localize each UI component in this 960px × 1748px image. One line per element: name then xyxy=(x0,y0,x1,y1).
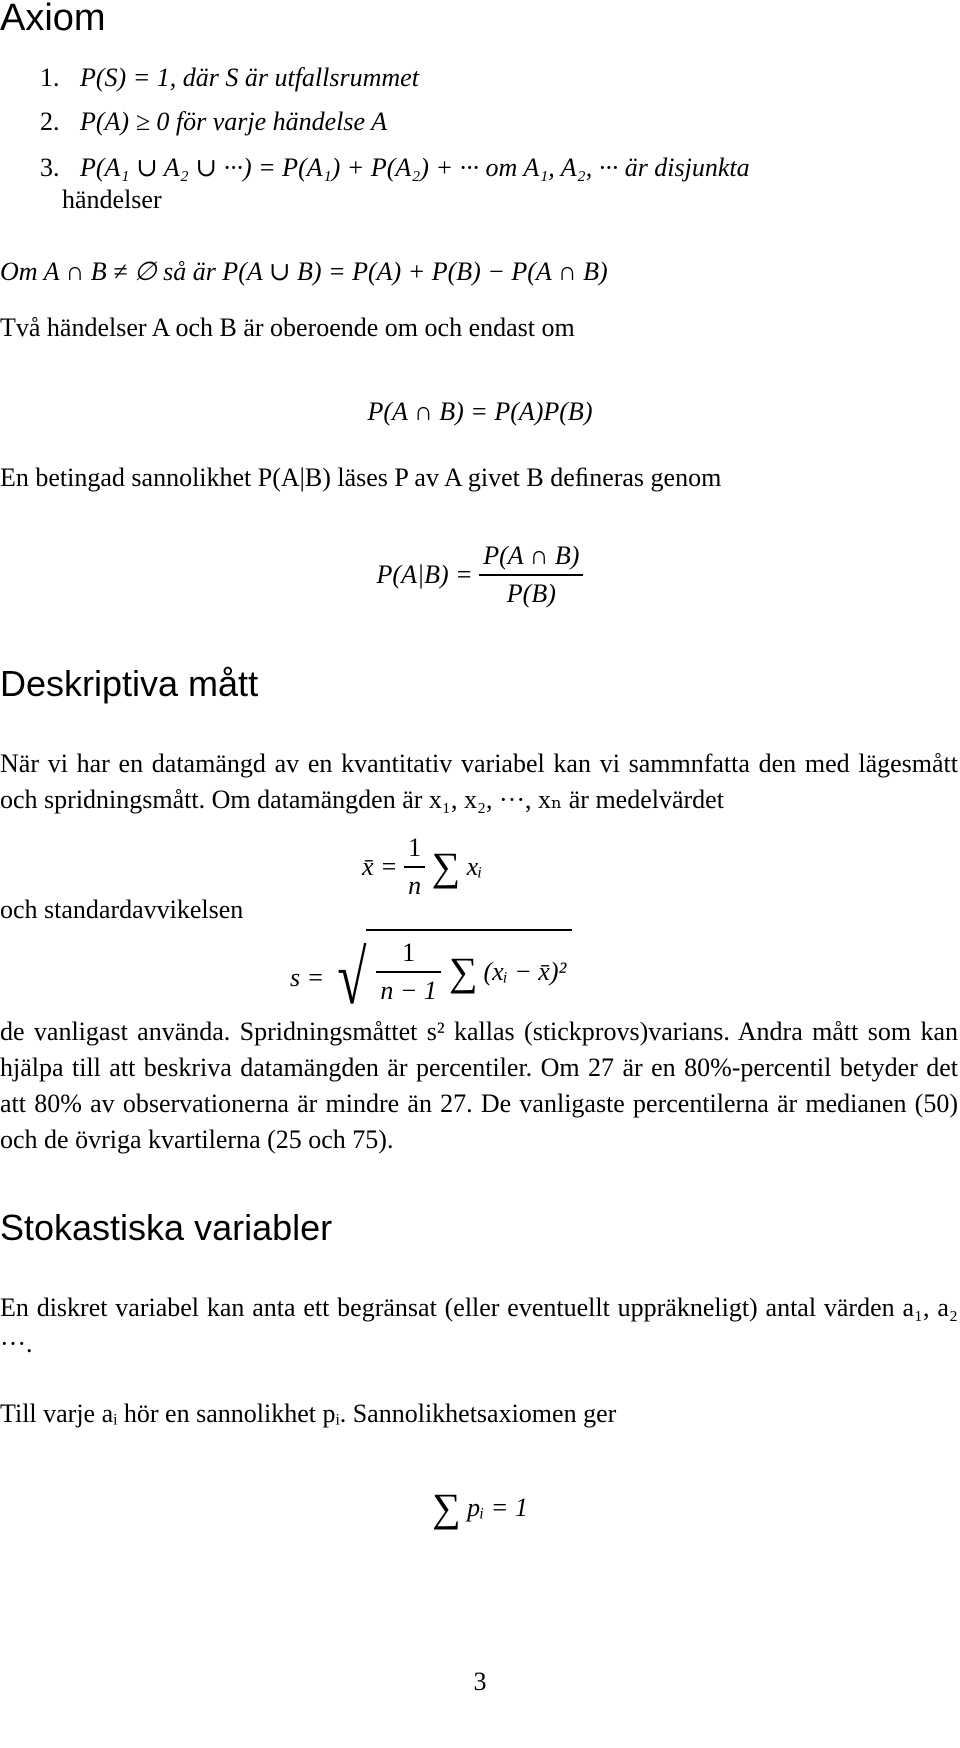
std-term: (xᵢ − x̄)² xyxy=(483,957,567,986)
mean-sum-symbol: ∑ xyxy=(431,844,461,889)
axiom-3-number: 3. xyxy=(40,153,60,182)
axiom-2 xyxy=(40,104,387,140)
axiom-2-number: 2. xyxy=(40,107,60,136)
sqrt-sign-icon: √ xyxy=(336,936,367,1020)
conditional-lhs: P(A|B) = xyxy=(376,560,473,589)
independence-formula: P(A ∩ B) = P(A)P(B) xyxy=(367,397,593,426)
conditional-formula xyxy=(0,538,960,612)
std-intro: och standardavvikelsen xyxy=(0,895,244,924)
std-fraction xyxy=(376,935,441,1009)
mean-denominator: n xyxy=(404,866,425,904)
usage-paragraph: de vanligast använda. Spridningsmåttet s² kallas (stickprovs)varians. Andra mått som kan hjälpa till att beskriva datamängden är percentiler. Om 27 är en 80%-percentil betyder det att 80% av observationerna är mindre än 27. De vanligaste percentilerna är medianen (50) och de övriga kvartilerna (25 och 75). xyxy=(0,1017,958,1154)
axiom-heading: Axiom xyxy=(0,0,106,39)
conditional-fraction xyxy=(479,538,583,612)
probability-sum-formula xyxy=(0,1485,960,1531)
std-lhs: s = xyxy=(290,963,325,992)
axiom-3 xyxy=(40,150,750,186)
std-sum-symbol: ∑ xyxy=(448,949,478,994)
mean-numerator: 1 xyxy=(408,833,422,862)
stochastic-heading: Stokastiska variabler xyxy=(0,1207,333,1248)
std-formula xyxy=(290,936,572,1020)
descriptive-heading: Deskriptiva mått xyxy=(0,663,259,704)
std-denominator: n − 1 xyxy=(376,971,441,1009)
probability-sum-term: pᵢ = 1 xyxy=(467,1493,528,1523)
descriptive-paragraph: När vi har en datamängd av en kvantitativ variabel kan vi sammnfatta den med lägesmått och spridningsmått. Om datamängden är x₁, x₂, ···, xₙ är medelvärdet xyxy=(0,749,958,814)
union-rule: Om A ∩ B ≠ ∅ så är P(A ∪ B) = P(A) + P(B) − P(A ∩ B) xyxy=(0,257,608,286)
axiom-3-text: P(A₁ ∪ A₂ ∪ ···) = P(A₁) + P(A₂) + ··· om A₁, A₂, ··· är disjunkta xyxy=(80,153,750,182)
std-numerator: 1 xyxy=(402,938,416,967)
probability-sum-symbol: ∑ xyxy=(432,1485,461,1531)
mean-formula xyxy=(362,830,482,904)
conditional-numerator: P(A ∩ B) xyxy=(483,541,580,570)
mean-fraction xyxy=(404,830,425,904)
mean-term: xᵢ xyxy=(466,852,483,881)
axiom-1-text: P(S) = 1, där S är utfallsrummet xyxy=(80,63,419,92)
axiom-1 xyxy=(40,60,419,96)
conditional-denominator: P(B) xyxy=(479,574,583,612)
axiom-1-number: 1. xyxy=(40,63,60,92)
axiom-3-continuation: händelser xyxy=(62,185,162,214)
std-sqrt xyxy=(331,936,573,1020)
independence-intro: Två händelser A och B är oberoende om och endast om xyxy=(0,313,575,342)
axiom-2-text: P(A) ≥ 0 för varje händelse A xyxy=(80,107,387,136)
page-number: 3 xyxy=(473,1667,487,1696)
std-radicand xyxy=(366,929,572,1009)
discrete-paragraph: En diskret variabel kan anta ett begränsat (eller eventuellt uppräkneligt) antal värden a₁, a₂ ···. xyxy=(0,1293,958,1358)
probability-paragraph: Till varje aᵢ hör en sannolikhet pᵢ. Sannolikhetsaxiomen ger xyxy=(0,1399,617,1428)
conditional-intro: En betingad sannolikhet P(A|B) läses P av A givet B deﬁneras genom xyxy=(0,463,722,492)
mean-lhs: x̄ = xyxy=(362,852,398,881)
